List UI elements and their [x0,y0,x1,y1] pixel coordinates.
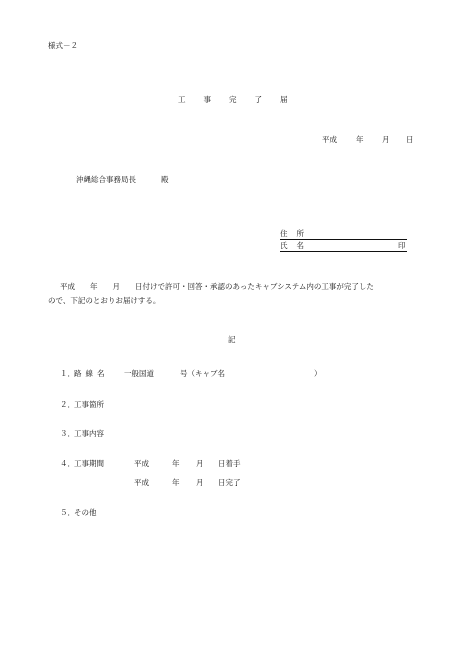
date-year: 年 [356,135,364,144]
item-number: ３． [60,429,75,438]
item-label: 工事箇所 [74,400,104,409]
date-era: 平成 [322,135,337,144]
start-month: 月 [196,459,204,468]
item-number: ４． [60,459,75,468]
date-day: 日 [406,135,414,144]
form-id: 様式－２ [48,41,78,50]
start-suffix: 日着手 [218,459,241,468]
item-label: その他 [74,508,97,517]
ki-heading: 記 [228,335,236,344]
start-era: 平成 [134,459,149,468]
item-number: １． [60,369,75,378]
seal-mark: 印 [398,241,406,250]
name-underline [280,251,407,252]
address-label: 住所 [280,229,313,238]
name-label: 氏名 [280,241,313,250]
item-label: 工事内容 [74,429,104,438]
item-number: ２． [60,400,75,409]
start-year: 年 [172,459,180,468]
addressee-honorific: 殿 [161,175,169,184]
address-underline [280,239,407,240]
document-title: 工事完了届 [178,95,306,104]
end-month: 月 [196,478,204,487]
addressee-office: 沖縄総合事務局長 [76,175,136,184]
item-number: ５． [60,508,75,517]
item-label: 工事期間 [74,459,104,468]
end-era: 平成 [134,478,149,487]
end-year: 年 [172,478,180,487]
route-type: 一般国道 [124,369,154,378]
date-month: 月 [382,135,390,144]
item-label: 路線名 [74,369,109,378]
body-line-1: 平成 年 月 日付けで許可・回答・承認のあったキャブシステム内の工事が完了した [60,282,374,291]
route-number-cab: 号（キャブ名 [180,369,225,378]
end-suffix: 日完了 [218,478,241,487]
route-close-paren: ） [314,369,322,378]
body-line-2: ので、下記のとおりお届けする。 [48,296,161,305]
